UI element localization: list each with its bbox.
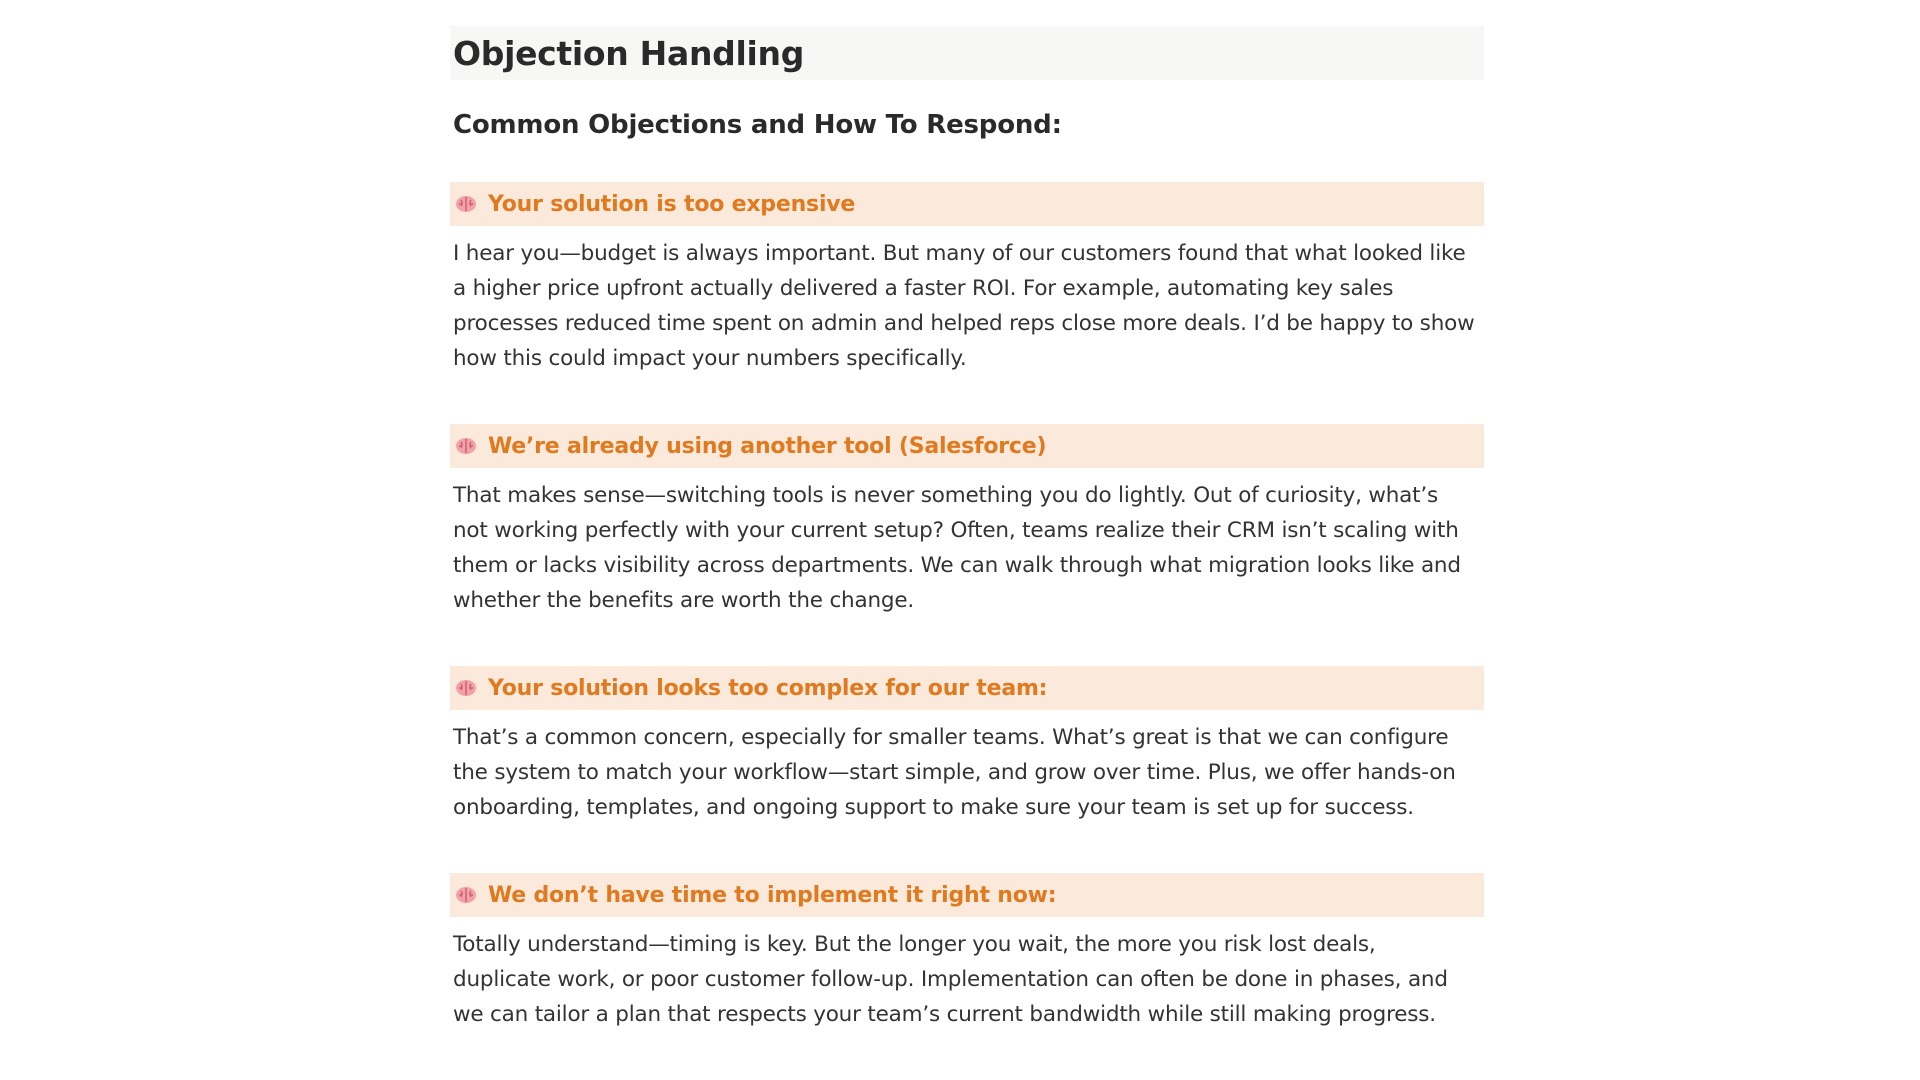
brain-icon — [454, 194, 478, 214]
title-bar — [450, 26, 1484, 80]
page-title: Objection Handling — [453, 33, 805, 73]
objection-response: That makes sense—switching tools is never something you do lightly. Out of curiosity, what’s not working perfectly with your current setup? Often, teams realize their CRM isn’t scaling with them or lacks visibility across departments. We can walk through what migration looks like and whether the benefits are worth the change. — [453, 483, 1461, 613]
objection-label: We’re already using another tool (Salesforce) — [488, 433, 1047, 459]
brain-icon — [454, 436, 478, 456]
objection-item — [450, 666, 1484, 825]
objection-callout — [450, 182, 1484, 226]
objection-item — [450, 424, 1484, 618]
objection-callout — [450, 666, 1484, 710]
objection-label: Your solution looks too complex for our team: — [488, 675, 1048, 701]
brain-icon — [454, 678, 478, 698]
page-subtitle: Common Objections and How To Respond: — [453, 110, 1062, 140]
objections-list — [450, 182, 1484, 1032]
objection-callout — [450, 424, 1484, 468]
objection-label: We don’t have time to implement it right now: — [488, 882, 1057, 908]
objection-item — [450, 182, 1484, 376]
objection-label: Your solution is too expensive — [488, 191, 856, 217]
objection-callout — [450, 873, 1484, 917]
objection-response: I hear you—budget is always important. But many of our customers found that what looked like a higher price upfront actually delivered a faster ROI. For example, automating key sales processes reduced time spent on admin and helped reps close more deals. I’d be happy to show how this could impact your numbers specifically. — [453, 241, 1475, 371]
brain-icon — [454, 885, 478, 905]
objection-response: That’s a common concern, especially for smaller teams. What’s great is that we can configure the system to match your workflow—start simple, and grow over time. Plus, we offer hands-on onboarding, templates, and ongoing support to make sure your team is set up for success. — [453, 725, 1456, 820]
document-page — [450, 26, 1484, 1080]
objection-item — [450, 873, 1484, 1032]
objection-response: Totally understand—timing is key. But the longer you wait, the more you risk lost deals, duplicate work, or poor customer follow-up. Implementation can often be done in phases, and we can tailor a plan that respects your team’s current bandwidth while still making progress. — [453, 932, 1448, 1027]
